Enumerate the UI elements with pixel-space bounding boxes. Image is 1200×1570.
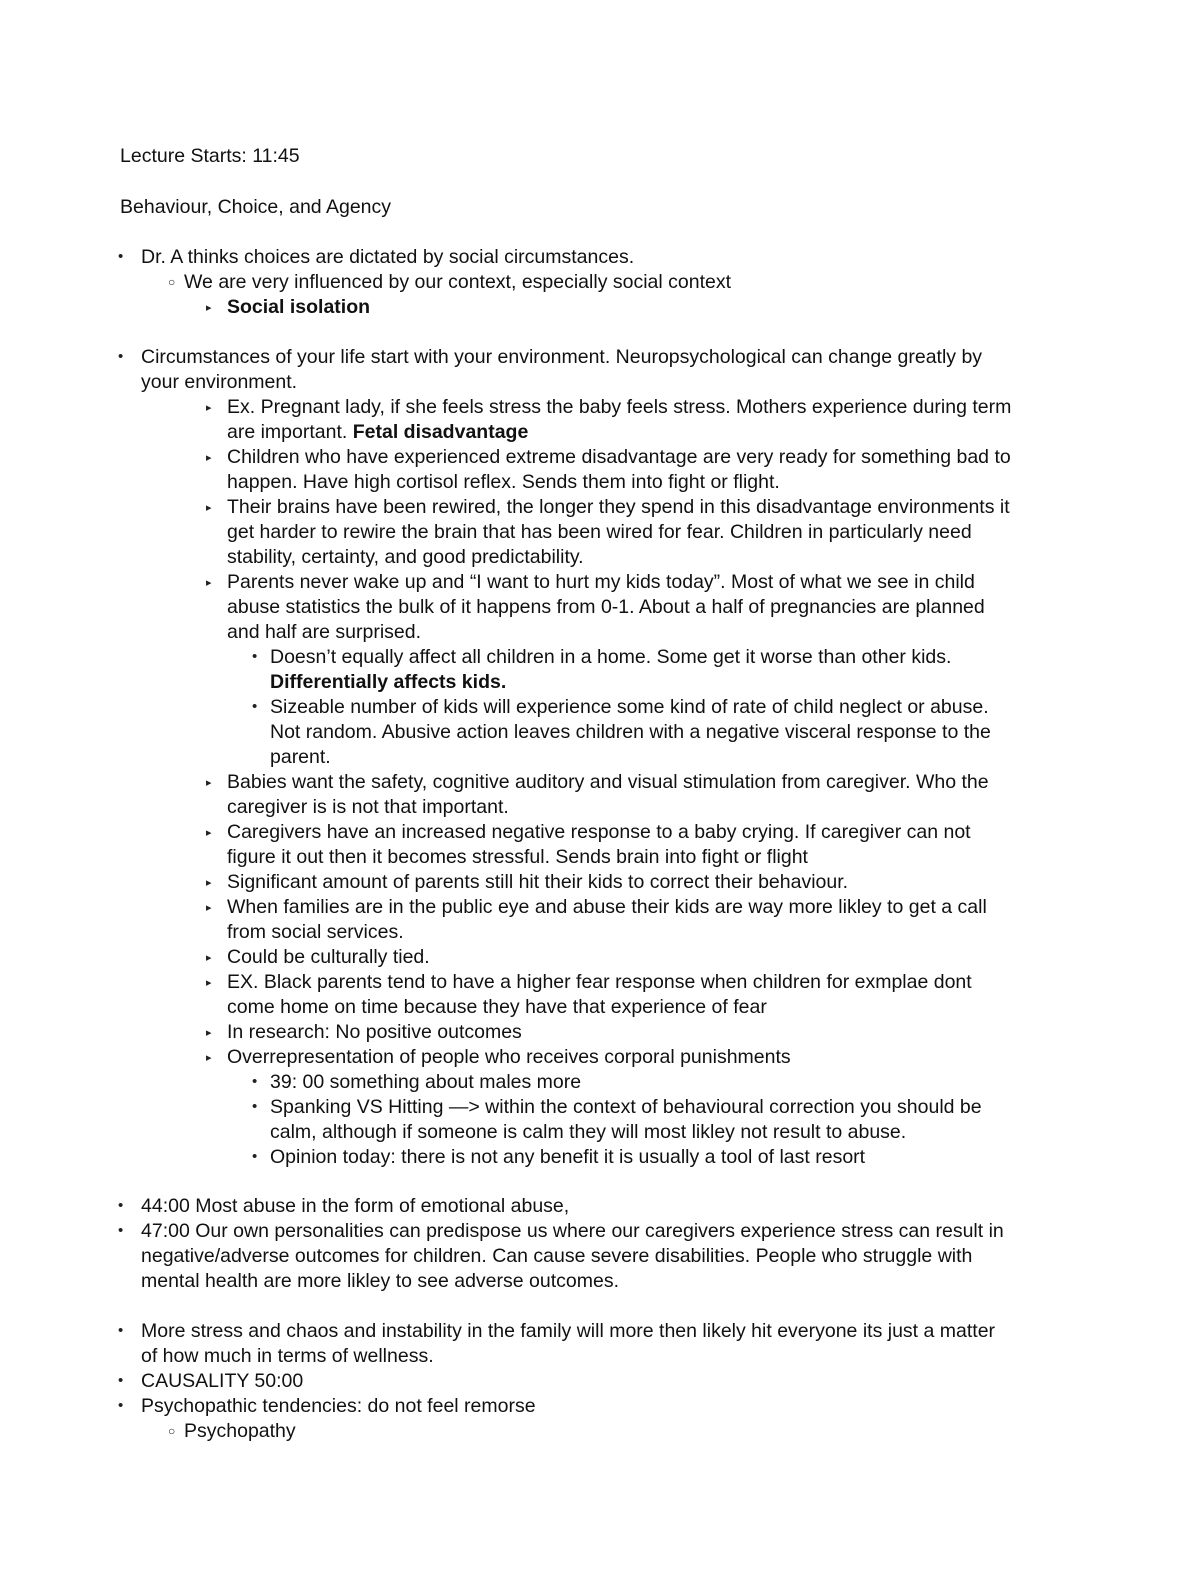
- bullet-icon: [118, 345, 123, 370]
- note-line: EX. Black parents tend to have a higher fear response when children for exmplae dont: [227, 971, 972, 993]
- note-line: CAUSALITY 50:00: [141, 1370, 304, 1392]
- note-line: Overrepresentation of people who receives corporal punishments: [227, 1046, 791, 1068]
- bullet-icon: [118, 1319, 123, 1344]
- note-text-bold: Fetal disadvantage: [352, 421, 529, 443]
- triangle-bullet-icon: [206, 1020, 212, 1046]
- triangle-bullet-icon: [206, 1045, 212, 1071]
- triangle-bullet-icon: [206, 820, 212, 846]
- note-text: are important.: [227, 421, 353, 443]
- bullet-icon: [118, 1219, 123, 1244]
- note-line-bold: Differentially affects kids.: [270, 671, 507, 693]
- note-line: [227, 420, 528, 445]
- bullet-icon: [252, 1095, 257, 1120]
- note-line: of how much in terms of wellness.: [141, 1345, 434, 1367]
- note-line: Caregivers have an increased negative response to a baby crying. If caregiver can not: [227, 821, 971, 843]
- note-line: 44:00 Most abuse in the form of emotional abuse,: [141, 1195, 570, 1217]
- page-heading: Behaviour, Choice, and Agency: [120, 196, 392, 218]
- triangle-bullet-icon: [206, 945, 212, 971]
- bullet-icon: [252, 1145, 257, 1170]
- hollow-bullet-icon: [168, 1419, 175, 1444]
- note-line: Circumstances of your life start with your environment. Neuropsychological can change greatly by: [141, 346, 983, 368]
- note-line: Dr. A thinks choices are dictated by social circumstances.: [141, 246, 635, 268]
- note-line: Psychopathic tendencies: do not feel remorse: [141, 1395, 536, 1417]
- triangle-bullet-icon: [206, 395, 212, 421]
- note-line: figure it out then it becomes stressful. Sends brain into fight or flight: [227, 846, 808, 868]
- note-line: abuse statistics the bulk of it happens from 0-1. About a half of pregnancies are planned: [227, 596, 985, 618]
- note-line: Babies want the safety, cognitive auditory and visual stimulation from caregiver. Who the: [227, 771, 989, 793]
- note-line: your environment.: [141, 371, 298, 393]
- bullet-icon: [252, 645, 257, 670]
- triangle-bullet-icon: [206, 570, 212, 596]
- note-line: from social services.: [227, 921, 404, 943]
- note-line: 39: 00 something about males more: [270, 1071, 582, 1093]
- note-line: Not random. Abusive action leaves children with a negative visceral response to the: [270, 721, 991, 743]
- note-line: Parents never wake up and “I want to hurt my kids today”. Most of what we see in child: [227, 571, 975, 593]
- note-line: Ex. Pregnant lady, if she feels stress the baby feels stress. Mothers experience during term: [227, 396, 1012, 418]
- note-line: Could be culturally tied.: [227, 946, 430, 968]
- bullet-icon: [118, 1394, 123, 1419]
- hollow-bullet-icon: [168, 270, 175, 295]
- bullet-icon: [252, 695, 257, 720]
- note-line: and half are surprised.: [227, 621, 422, 643]
- triangle-bullet-icon: [206, 770, 212, 796]
- note-line: Doesn’t equally affect all children in a home. Some get it worse than other kids.: [270, 646, 952, 668]
- note-line: happen. Have high cortisol reflex. Sends them into fight or flight.: [227, 471, 780, 493]
- bullet-icon: [118, 245, 123, 270]
- note-line: Psychopathy: [184, 1420, 296, 1442]
- triangle-bullet-icon: [206, 495, 212, 521]
- bullet-icon: [118, 1369, 123, 1394]
- triangle-bullet-icon: [206, 895, 212, 921]
- triangle-bullet-icon: [206, 870, 212, 896]
- note-line: Significant amount of parents still hit their kids to correct their behaviour.: [227, 871, 849, 893]
- note-line: In research: No positive outcomes: [227, 1021, 522, 1043]
- note-line: We are very influenced by our context, especially social context: [184, 271, 731, 293]
- note-line: stability, certainty, and good predictability.: [227, 546, 584, 568]
- note-line-bold: Social isolation: [227, 296, 371, 318]
- note-line: 47:00 Our own personalities can predispose us where our caregivers experience stress can result in: [141, 1220, 1004, 1242]
- note-line: Children who have experienced extreme disadvantage are very ready for something bad to: [227, 446, 1011, 468]
- note-line: parent.: [270, 746, 331, 768]
- lecture-start-time: Lecture Starts: 11:45: [120, 145, 300, 167]
- note-line: calm, although if someone is calm they will most likley not result to abuse.: [270, 1121, 907, 1143]
- note-line: come home on time because they have that experience of fear: [227, 996, 767, 1018]
- note-line: Opinion today: there is not any benefit it is usually a tool of last resort: [270, 1146, 866, 1168]
- note-line: mental health are more likley to see adverse outcomes.: [141, 1270, 619, 1292]
- note-line: More stress and chaos and instability in the family will more then likely hit everyone its just a matter: [141, 1320, 996, 1342]
- note-line: Their brains have been rewired, the longer they spend in this disadvantage environments it: [227, 496, 1010, 518]
- triangle-bullet-icon: [206, 295, 212, 321]
- triangle-bullet-icon: [206, 445, 212, 471]
- bullet-icon: [118, 1194, 123, 1219]
- note-line: When families are in the public eye and abuse their kids are way more likley to get a call: [227, 896, 987, 918]
- note-line: Sizeable number of kids will experience some kind of rate of child neglect or abuse.: [270, 696, 989, 718]
- note-line: Spanking VS Hitting —> within the context of behavioural correction you should be: [270, 1096, 982, 1118]
- note-line: get harder to rewire the brain that has been wired for fear. Children in particularly need: [227, 521, 972, 543]
- note-line: caregiver is is not that important.: [227, 796, 509, 818]
- note-line: negative/adverse outcomes for children. Can cause severe disabilities. People who struggle with: [141, 1245, 973, 1267]
- triangle-bullet-icon: [206, 970, 212, 996]
- bullet-icon: [252, 1070, 257, 1095]
